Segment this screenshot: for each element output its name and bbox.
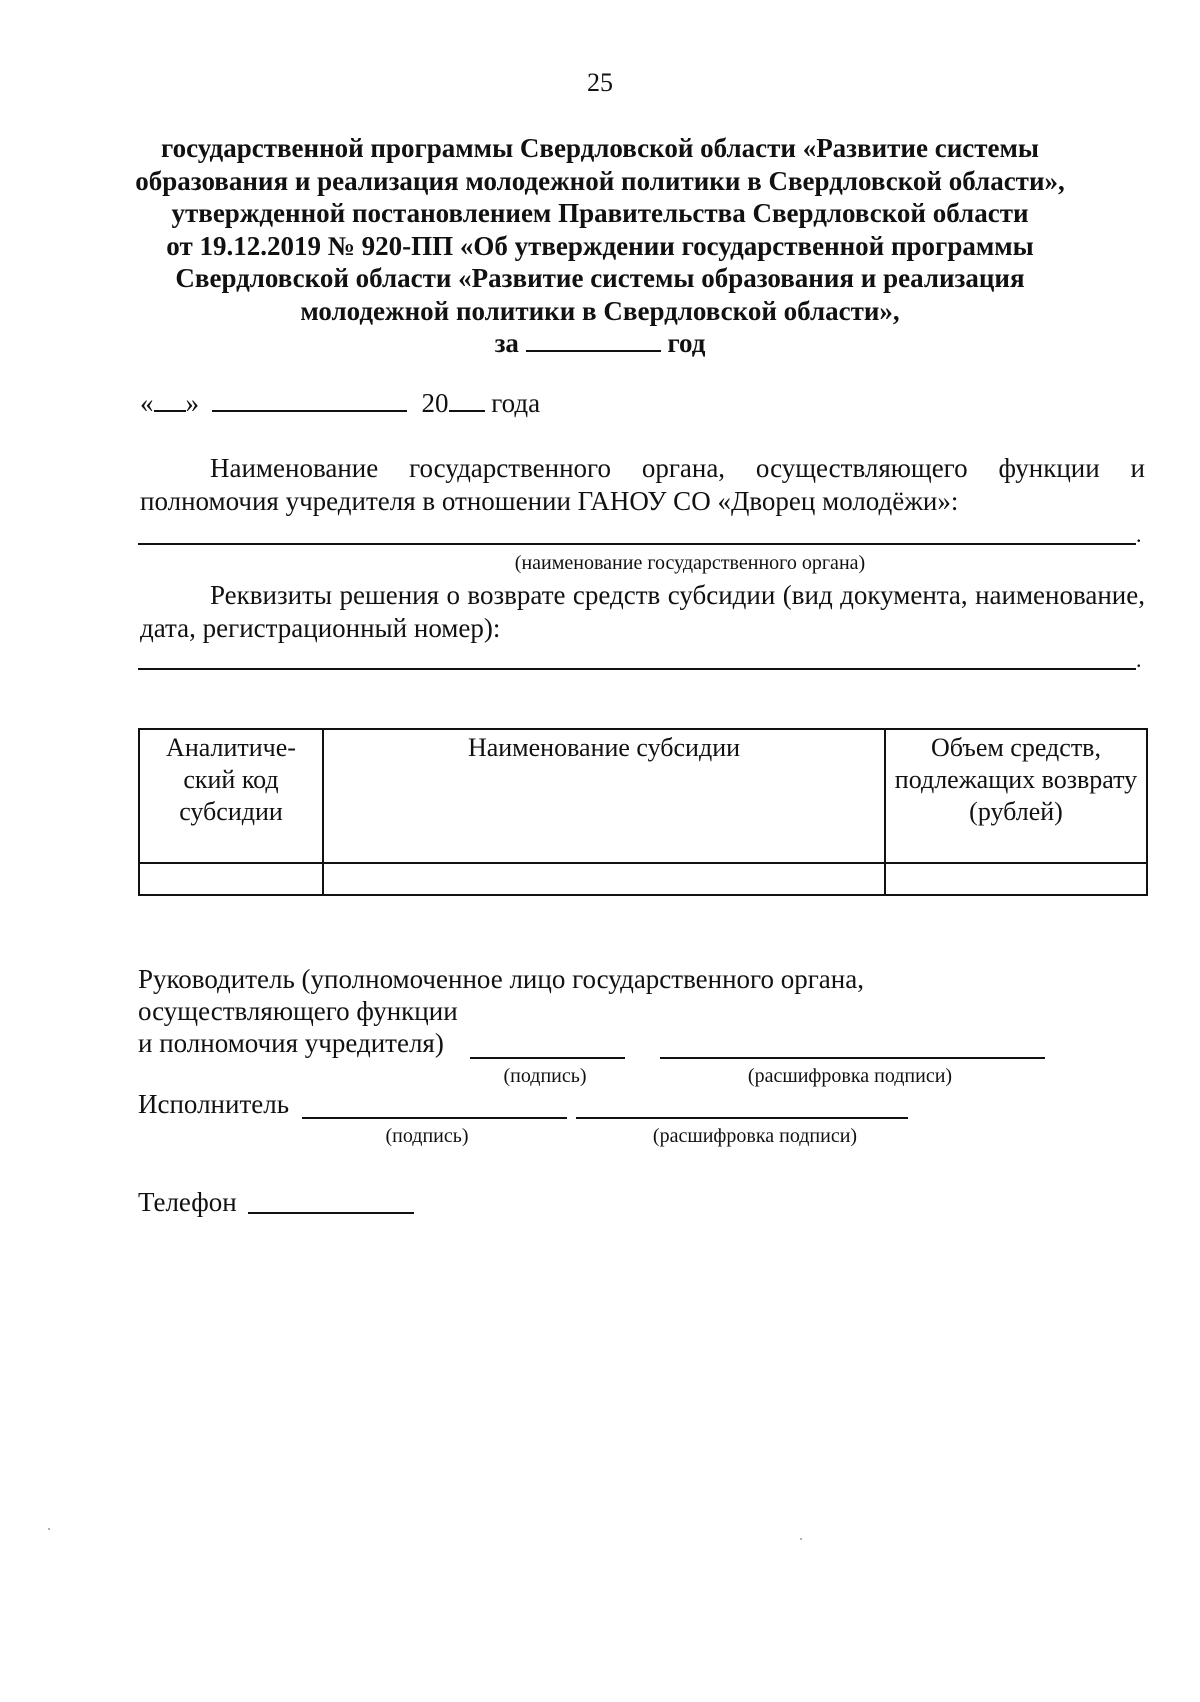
executor-signature-caption: (подпись) <box>385 1125 469 1147</box>
head-signature-caption: (подпись) <box>503 1065 587 1087</box>
scan-speck <box>800 1538 802 1540</box>
header-analytic-code: Аналитиче-ский код субсидии <box>139 729 323 863</box>
executor-decode-caption: (расшифровка подписи) <box>652 1125 858 1147</box>
organ-caption: (наименование государственного органа) <box>514 552 866 574</box>
header-line: молодежной политики в Свердловской области», <box>300 295 900 326</box>
header-line: утвержденной постановлением Правительства Свердловской области <box>171 198 1029 228</box>
month-field[interactable] <box>212 409 407 412</box>
head-label-line: Руководитель (уполномоченное лицо государственного органа, <box>138 964 864 994</box>
table-cell[interactable] <box>323 863 885 895</box>
organ-name-field[interactable] <box>138 543 1136 545</box>
year-suffix: год <box>667 328 706 358</box>
header-return-amount: Объем средств, подлежащих возврату (рублей) <box>885 729 1147 863</box>
decision-paragraph: Реквизиты решения о возврате средств субсидии (вид документа, наименование, дата, регистрационный номер): <box>140 580 1145 643</box>
century: 20 <box>421 388 449 418</box>
head-signature-field[interactable] <box>470 1057 625 1059</box>
year-field[interactable] <box>526 349 661 352</box>
scan-speck <box>48 1528 50 1530</box>
executor-decode-field[interactable] <box>576 1117 908 1119</box>
decision-details-field[interactable] <box>138 668 1136 670</box>
line-end-dot: . <box>1136 522 1142 547</box>
executor-signature-field[interactable] <box>302 1117 567 1119</box>
table-row <box>139 863 1147 895</box>
subsidy-table <box>138 728 1148 896</box>
day-field[interactable] <box>154 409 186 412</box>
head-signature-decode-field[interactable] <box>660 1057 1045 1059</box>
year-digits-field[interactable] <box>449 409 485 412</box>
page-number: 25 <box>587 68 613 97</box>
document-header <box>100 132 1100 360</box>
header-line: от 19.12.2019 № 920-ПП «Об утверждении государственной программы <box>166 230 1034 261</box>
head-label-line: осуществляющего функции <box>138 996 458 1026</box>
header-subsidy-name: Наименование субсидии <box>323 729 885 863</box>
open-quote: « <box>140 388 154 418</box>
date-suffix: года <box>491 388 541 418</box>
table-cell[interactable] <box>139 863 323 895</box>
executor-label: Исполнитель <box>138 1089 290 1119</box>
header-line: образования и реализация молодежной политики в Свердловской области», <box>135 165 1065 196</box>
table-cell[interactable] <box>885 863 1147 895</box>
table-header-row <box>139 729 1147 863</box>
phone-field[interactable] <box>248 1212 414 1214</box>
head-signature-block <box>138 963 864 1059</box>
header-line: Свердловской области «Развитие системы образования и реализация <box>175 263 1025 293</box>
head-decode-caption: (расшифровка подписи) <box>747 1065 953 1087</box>
report-year-line <box>100 327 1100 360</box>
year-prefix: за <box>494 328 519 358</box>
line-end-dot: . <box>1136 647 1142 672</box>
phone-label: Телефон <box>138 1187 237 1217</box>
head-label-line: и полномочия учредителя) <box>138 1028 444 1058</box>
organ-paragraph: Наименование государственного органа, осуществляющего функции и полномочия учредителя в отношении ГАНОУ СО «Дворец молодёжи»: <box>140 453 1145 516</box>
date-line <box>140 388 540 419</box>
close-quote: » <box>185 388 199 418</box>
header-line: государственной программы Свердловской области «Развитие системы <box>161 133 1039 163</box>
